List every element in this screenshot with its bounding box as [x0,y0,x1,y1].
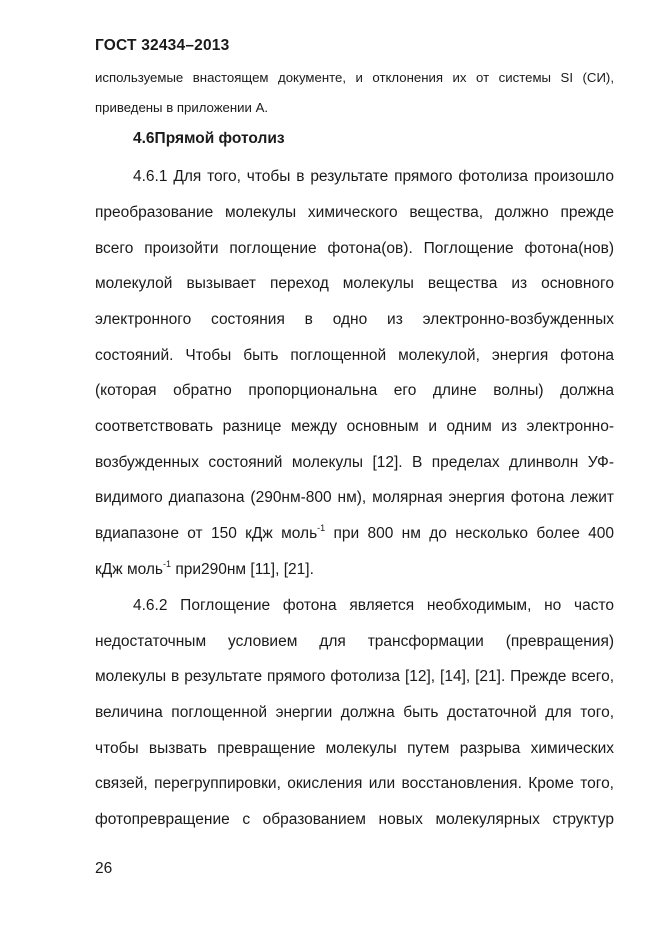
paragraph-1-line-12 [95,561,614,579]
paragraph-1-line-11 [95,525,614,543]
paragraph-2-line-6: связей, перегруппировки, окисления или восстановления. Кроме того, [95,775,614,792]
paragraph-2-line-5: чтобы вызвать превращение молекулы путем разрыва химических [95,740,614,757]
paragraph-2-line-3: молекулы в результате прямого фотолиза [12], [14], [21]. Прежде всего, [95,668,614,685]
exponent-superscript: -1 [163,559,172,569]
section-heading: 4.6Прямой фотолиз [133,130,285,147]
line-12-text-b: при290нм [11], [21]. [171,561,314,578]
paragraph-2-line-1: 4.6.2 Поглощение фотона является необходимым, но часто [133,597,614,614]
page-number: 26 [95,860,113,877]
line-11-text-a: вдиапазоне от 150 кДж моль [95,525,318,542]
paragraph-2-line-2: недостаточным условием для трансформации (превращения) [95,633,614,650]
paragraph-1-line-7: (которая обратно пропорциональна его длине волны) должна [95,382,614,399]
paragraph-2-line-4: величина поглощенной энергии должна быть достаточной для того, [95,704,614,721]
exponent-superscript: -1 [317,523,326,533]
intro-line-2: приведены в приложении А. [95,100,269,115]
paragraph-1-line-10: видимого диапазона (290нм-800 нм), молярная энергия фотона лежит [95,489,614,506]
paragraph-1-line-6: состояний. Чтобы быть поглощенной молекулой, энергия фотона [95,347,614,364]
paragraph-1-line-5: электронного состояния в одно из электронно-возбужденных [95,311,614,328]
paragraph-1-line-2: преобразование молекулы химического вещества, должно прежде [95,204,614,221]
line-11-text-b: при 800 нм до несколько более 400 [325,525,614,542]
paragraph-1-line-3: всего произойти поглощение фотона(ов). Поглощение фотона(нов) [95,240,614,257]
line-12-text-a: кДж моль [95,561,164,578]
intro-line-1: используемые внастоящем документе, и отклонения их от системы SI (СИ), [95,70,614,85]
document-header-title: ГОСТ 32434–2013 [95,37,230,54]
paragraph-1-line-4: молекулой вызывает переход молекулы вещества из основного [95,275,614,292]
paragraph-1-line-8: соответствовать разнице между основным и одним из электронно- [95,418,614,435]
paragraph-2-line-7: фотопревращение с образованием новых молекулярных структур [95,811,614,828]
paragraph-1-line-9: возбужденных состояний молекулы [12]. В пределах длинволн УФ- [95,454,614,471]
paragraph-1-line-1: 4.6.1 Для того, чтобы в результате прямого фотолиза произошло [133,168,614,185]
